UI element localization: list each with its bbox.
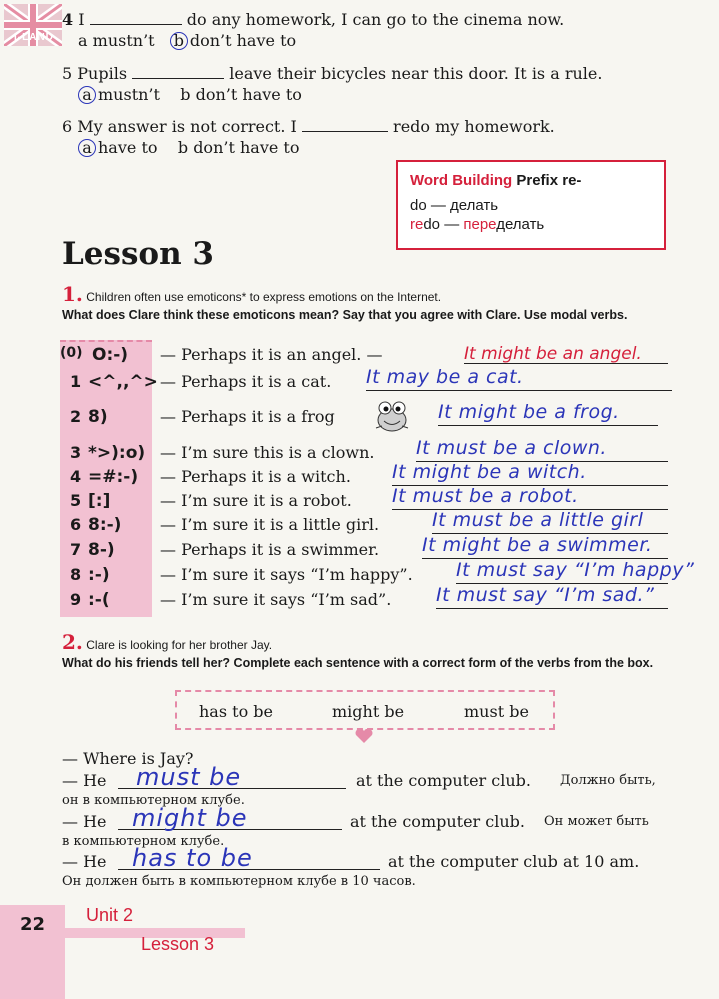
ex2-number: 2. — [62, 630, 83, 654]
ex2-intro: Clare is looking for her brother Jay. — [86, 638, 273, 652]
ex1-intro: Children often use emoticons* to express emotions on the Internet. — [86, 290, 442, 304]
row-text: — I’m sure it is a little girl. — [160, 515, 380, 534]
answer-line[interactable] — [366, 390, 672, 391]
handwritten-answer: It might be an angel. — [464, 344, 642, 364]
ex2-task: What do his friends tell her? Complete each sentence with a correct form of the verbs from the box. — [62, 656, 654, 670]
verb-option: might be — [332, 702, 405, 721]
ex1-number: 1. — [62, 282, 83, 306]
option-text: don’t have to — [193, 138, 300, 157]
footer-lesson: Lesson 3 — [141, 934, 215, 954]
verb-option: has to be — [199, 702, 273, 721]
ex-top-item-5 — [62, 64, 702, 104]
emoticon-row — [60, 366, 700, 394]
row-number: 9 — [70, 590, 82, 609]
row-text: — Perhaps it is a frog — [160, 407, 335, 426]
word-part: делать — [496, 216, 545, 233]
footer-unit: Unit 2 — [86, 905, 134, 925]
item-text: leave their bicycles near this door. It is a rule. — [229, 64, 603, 83]
row-text: — Perhaps it is an angel. — — [160, 345, 383, 364]
answer-blank[interactable] — [132, 64, 224, 79]
emoticon-row — [60, 584, 700, 612]
lesson-title: Lesson 3 — [62, 236, 215, 272]
word-building-title: Word Building — [410, 172, 513, 189]
handwritten-answer: must be — [136, 763, 242, 791]
row-number: 6 — [70, 515, 82, 534]
answer-blank[interactable] — [302, 117, 388, 132]
circled-option: a — [78, 139, 96, 157]
emoticon: [:] — [88, 491, 111, 511]
item-text: My answer is not correct. I — [77, 117, 297, 136]
option-letter: b — [180, 85, 191, 104]
row-text: — Perhaps it is a cat. — [160, 372, 332, 391]
row-number: 3 — [70, 443, 82, 462]
russian-translation: Он должен быть в компьютерном клубе в 10 часов. — [62, 874, 416, 889]
row-number: 8 — [70, 565, 82, 584]
option-letter: a — [78, 31, 88, 50]
row-text: — I’m sure it says “I’m happy”. — [160, 565, 413, 584]
item-number: 4 — [62, 10, 74, 29]
frog-icon — [372, 396, 412, 436]
ex1-task: What does Clare think these emoticons mean? Say that you agree with Clare. Use modal verbs. — [62, 308, 628, 322]
word-building-line-1: do — делать — [410, 197, 499, 214]
item-number: 6 — [62, 117, 73, 136]
row-number: 2 — [70, 407, 82, 426]
row-text: — I’m sure it is a robot. — [160, 491, 352, 510]
circled-option: b — [170, 32, 188, 50]
item-text: redo my homework. — [393, 117, 555, 136]
logo-text: I-LAND — [14, 32, 54, 43]
emoticon: 8:-) — [88, 515, 122, 535]
ex1-header — [62, 282, 702, 323]
emoticon-row — [60, 461, 700, 489]
emoticon-row — [60, 345, 700, 367]
row-number: 7 — [70, 540, 82, 559]
option-text: mustn’t — [92, 31, 155, 50]
line-prefix: — He — [62, 771, 107, 790]
row-text: — I’m sure this is a clown. — [160, 443, 375, 462]
handwritten-answer: It must say “I’m sad.” — [436, 584, 655, 606]
emoticon: =#:-) — [88, 467, 139, 487]
emoticon-row — [60, 437, 700, 465]
circled-option: a — [78, 86, 96, 104]
line-text: at the computer club. — [350, 812, 525, 831]
handwritten-answer: It must be a clown. — [416, 437, 607, 459]
emoticon: <^,,^> — [88, 372, 158, 392]
prefix-red: re — [410, 216, 424, 233]
handwritten-answer: It might be a witch. — [392, 461, 587, 483]
option-text: don’t have to — [189, 31, 297, 50]
handwritten-answer: It might be a frog. — [438, 401, 620, 423]
answer-blank[interactable] — [90, 10, 182, 25]
line-text: at the computer club. — [356, 771, 531, 790]
heart-icon — [355, 728, 373, 742]
line-text: at the computer club at 10 am. — [388, 852, 640, 871]
line-prefix: — He — [62, 812, 107, 831]
verbs-box — [175, 690, 555, 730]
option-text: mustn’t — [98, 85, 160, 104]
emoticon: :-) — [88, 565, 110, 585]
russian-translation: он в компьютерном клубе. — [62, 793, 245, 808]
answer-line[interactable] — [438, 425, 658, 426]
row-text: — Perhaps it is a swimmer. — [160, 540, 380, 559]
emoticon: *>):o) — [88, 443, 146, 463]
line-prefix: — He — [62, 852, 107, 871]
handwritten-answer: It might be a swimmer. — [422, 534, 653, 556]
handwritten-answer: It must be a little girl — [432, 509, 644, 531]
row-text: — I’m sure it says “I’m sad”. — [160, 590, 392, 609]
row-number: 4 — [70, 467, 82, 486]
handwritten-answer: It must say “I’m happy” — [456, 559, 695, 581]
handwritten-answer: has to be — [132, 844, 253, 872]
prefix-red: пере — [463, 216, 497, 233]
russian-translation: Должно быть, — [560, 773, 656, 788]
handwritten-answer: It may be a cat. — [366, 366, 524, 388]
i-land-logo — [4, 4, 62, 46]
emoticon: O:-) — [92, 345, 129, 365]
handwritten-answer: might be — [132, 804, 248, 832]
row-number: 5 — [70, 491, 82, 510]
row-number: 1 — [70, 372, 82, 391]
russian-translation: в компьютерном клубе. — [62, 834, 225, 849]
item-text: I — [78, 10, 85, 29]
word-part: do — — [423, 216, 464, 233]
answer-line[interactable] — [436, 608, 668, 609]
ex2-header — [62, 630, 702, 671]
russian-translation: Он может быть — [544, 814, 649, 829]
option-text: have to — [98, 138, 158, 157]
emoticon: :-( — [88, 590, 110, 610]
option-letter: b — [177, 138, 189, 157]
ex-top-item-6 — [62, 117, 702, 157]
ex2-line-3 — [62, 844, 712, 892]
prefix-title: Prefix re- — [516, 172, 582, 189]
item-text: Pupils — [77, 64, 128, 83]
emoticon: 8-) — [88, 540, 115, 560]
word-building-box — [396, 160, 666, 250]
emoticon: 8) — [88, 407, 108, 427]
row-number: (0) — [60, 345, 83, 361]
verb-option: must be — [464, 702, 529, 721]
item-text: do any homework, I can go to the cinema now. — [186, 10, 565, 29]
word-building-line-2 — [410, 216, 652, 233]
option-text: don’t have to — [195, 85, 302, 104]
handwritten-answer: It must be a robot. — [392, 485, 579, 507]
page-number: 22 — [20, 914, 46, 935]
question-line: — Where is Jay? — [62, 749, 194, 768]
item-number: 5 — [62, 64, 73, 83]
row-text: — Perhaps it is a witch. — [160, 467, 351, 486]
ex-top-item-4 — [62, 10, 702, 50]
